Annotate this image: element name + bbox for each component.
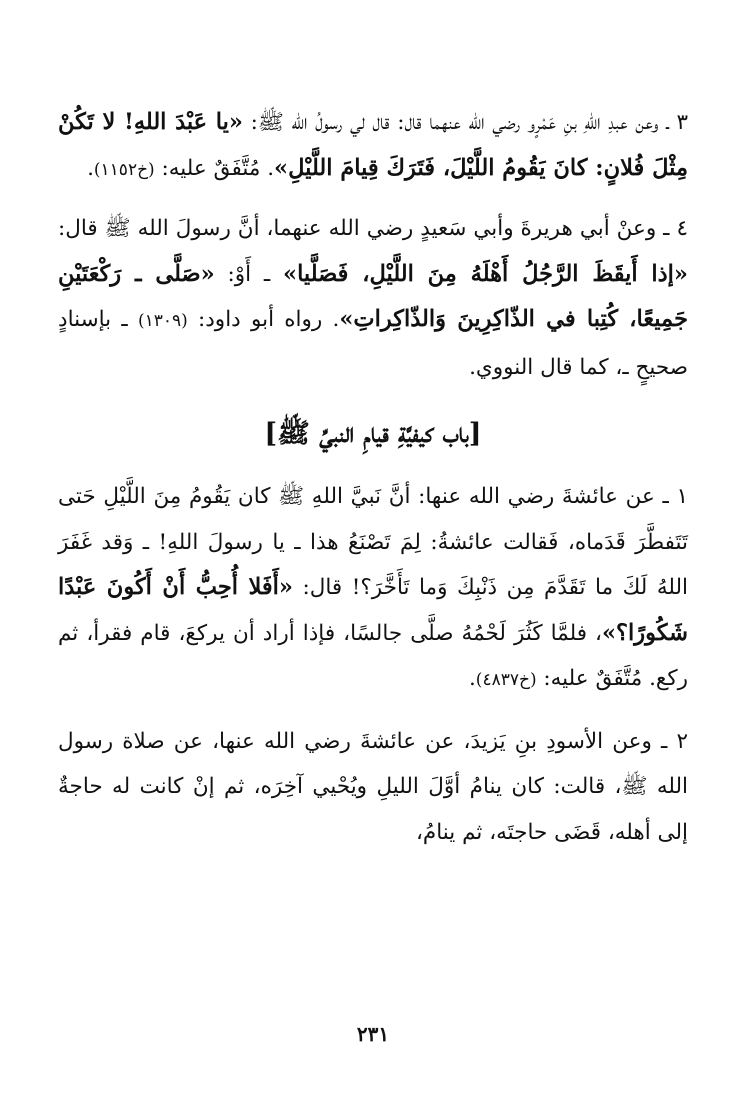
hadith-quote: «إذا أَيقَظَ الرَّجُلُ أَهْلَهُ مِنَ اللَّيْلِ، فَصَلَّيا» — [283, 260, 688, 287]
hadith-quote: «أَفَلا أُحِبُّ أَنْ أَكُونَ عَبْدًا شَكُورًا؟» — [58, 574, 688, 646]
entry-end: . — [468, 666, 476, 691]
entry-mid: ـ أَوْ: — [214, 261, 284, 287]
chapter-heading: [باب كيفيَّةِ قيامِ النبيِّ ﷺ] — [264, 418, 482, 449]
hadith-quote-alt: «صَلَّى ـ رَكْعَتَيْنِ جَمِيعًا، كُتِبا في الذّاكِرِينَ وَالذّاكِراتِ» — [58, 260, 688, 332]
reference-number: (خ٤٨٣٧) — [475, 670, 537, 690]
reference-number: (خ١١٥٢) — [93, 159, 155, 180]
page-number: ٢٣١ — [356, 1022, 390, 1046]
entry-end: ـ بإسنادٍ صحيحٍ ـ، كما قال النووي. — [58, 307, 688, 380]
hadith-quote: «يا عَبْدَ اللهِ! لا تَكُنْ مِثْلَ فُلانٍ: كانَ يَقُومُ اللَّيْلَ، فَتَرَكَ قِيامَ اللَّيْلِ» — [58, 109, 688, 181]
hadith-entry-1 — [58, 474, 688, 704]
entry-end: . — [87, 155, 94, 181]
entry-lead: ٣ ـ وعن عبدِ اللهِ بنِ عَمْرٍو رضي الله عنهما قال: قال لي رسولُ الله ﷺ: — [242, 110, 688, 135]
entry-lead: ٢ ـ وعن الأسودِ بنِ يَزيدَ، عن عائشةَ رضي الله عنها، عن صلاة رسول الله ﷺ، قالت: كان ينامُ أوَّلَ الليلِ ويُحْيي آخِرَه، ثم إنْ كانت له حاجةٌ إلى أهله، قَضَى حاجتَه، ثم ينامُ، — [58, 728, 688, 845]
entry-lead: ١ ـ عن عائشةَ رضي الله عنها: أنَّ نَبيَّ اللهِ ﷺ كان يَقُومُ مِنَ اللَّيْلِ حَتى تَتَفطَّرَ قَدَماه، فَقالت عائشةُ: لِمَ تَصْنَعُ هذا ـ يا رسولَ اللهِ! ـ وَقد غَفَرَ اللهُ لَكَ ما تَقَدَّمَ مِن ذَنْبِكَ وَما تَأَخَّرَ؟! قال: — [58, 484, 688, 600]
hadith-entry-4 — [58, 206, 688, 390]
entry-tail: . رواه أبو داود: — [187, 307, 340, 332]
entry-lead: ٤ ـ وعنْ أبي هريرةَ وأبي سَعيدٍ رضي الله عنهما، أنَّ رسولَ الله ﷺ قال: — [58, 216, 688, 241]
entry-tail: ، فلمَّا كَثُرَ لَحْمُهُ صلَّى جالسًا، فإذا أراد أن يركعَ، قام فقرأ، ثم ركع. مُتَّفَقٌ عليه: — [58, 620, 688, 691]
reference-number: (١٣٠٩) — [137, 311, 188, 331]
entry-tail: . مُتَّفَقٌ عليه: — [154, 155, 275, 181]
hadith-entry-2 — [58, 719, 688, 856]
hadith-entry-3 — [58, 100, 688, 193]
page-body — [58, 100, 688, 855]
